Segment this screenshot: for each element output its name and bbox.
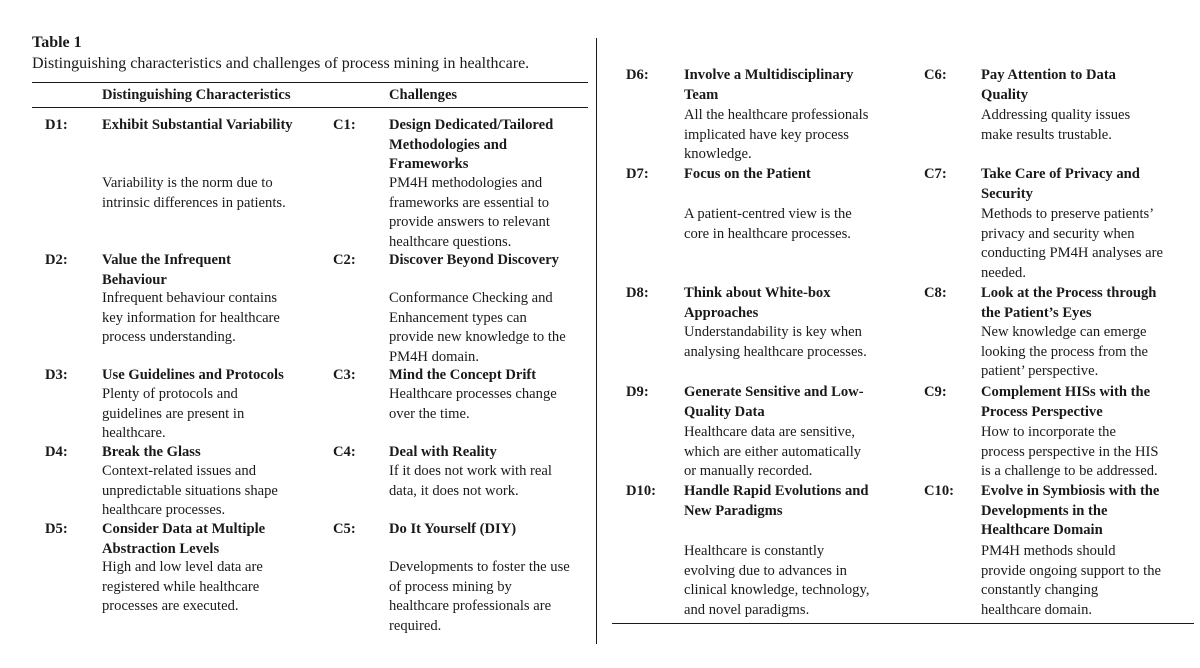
- characteristic-description: [102, 385, 244, 444]
- characteristic-title: [684, 383, 864, 422]
- characteristic-id: D10:: [626, 483, 656, 499]
- challenge-title-line: Frameworks: [389, 156, 469, 173]
- challenge-title: [389, 366, 536, 386]
- characteristic-description-line: Infrequent behaviour contains: [102, 290, 278, 306]
- characteristic-title-line: Involve a Multidisciplinary: [684, 67, 854, 83]
- challenge-title-line: Look at the Process through: [981, 285, 1157, 301]
- characteristic-id: D1:: [45, 117, 68, 133]
- challenge-title-line: Security: [981, 185, 1033, 202]
- challenge-title-line: Process Perspective: [981, 403, 1103, 420]
- characteristic-description-line: healthcare processes.: [102, 502, 226, 519]
- characteristic-description-line: clinical knowledge, technology,: [684, 582, 870, 599]
- challenge-id: C6:: [924, 67, 947, 83]
- characteristic-description-line: All the healthcare professionals: [684, 107, 869, 123]
- characteristic-description-line: unpredictable situations shape: [102, 482, 278, 499]
- challenge-title: [981, 165, 1140, 204]
- challenge-title: [389, 116, 553, 175]
- challenge-description-line: needed.: [981, 264, 1026, 281]
- challenge-title: [981, 284, 1156, 323]
- challenge-id: C4:: [333, 444, 356, 460]
- characteristic-description-line: Plenty of protocols and: [102, 386, 238, 402]
- challenge-title-line: Do It Yourself (DIY): [389, 521, 517, 537]
- challenge-description-line: constantly changing: [981, 582, 1099, 599]
- challenge-description-line: PM4H domain.: [389, 348, 479, 365]
- challenge-description-line: provide ongoing support to the: [981, 562, 1161, 579]
- challenge-title-line: Design Dedicated/Tailored: [389, 117, 554, 133]
- characteristic-title-line: Quality Data: [684, 403, 765, 420]
- characteristic-description: [102, 174, 286, 213]
- challenge-description-line: make results trustable.: [981, 126, 1112, 143]
- characteristic-id: D5:: [45, 521, 68, 537]
- characteristic-description: [684, 542, 869, 620]
- characteristic-title-line: Think about White-box: [684, 285, 831, 301]
- characteristic-description-line: key information for healthcare: [102, 309, 280, 326]
- characteristic-description-line: Understandability is key when: [684, 324, 862, 340]
- characteristic-description: [684, 323, 867, 362]
- challenge-description-line: looking the process from the: [981, 343, 1148, 360]
- characteristic-title-line: Handle Rapid Evolutions and: [684, 483, 869, 499]
- challenge-title-line: Take Care of Privacy and: [981, 166, 1140, 182]
- characteristic-description-line: Variability is the norm due to: [102, 175, 273, 191]
- challenge-id: C10:: [924, 483, 954, 499]
- characteristic-id: D3:: [45, 367, 68, 383]
- characteristic-description-line: process understanding.: [102, 329, 236, 346]
- characteristic-description-line: analysing healthcare processes.: [684, 343, 867, 360]
- challenge-description: [389, 174, 550, 252]
- characteristic-title: [684, 165, 811, 185]
- table-title: Table 1: [32, 34, 82, 51]
- characteristic-description: [684, 423, 861, 482]
- challenge-description-line: process perspective in the HIS: [981, 443, 1159, 460]
- challenge-id: C8:: [924, 285, 947, 301]
- challenge-title-line: Developments in the: [981, 502, 1108, 519]
- characteristic-description-line: Healthcare data are sensitive,: [684, 424, 855, 440]
- characteristic-id: D9:: [626, 384, 649, 400]
- characteristic-description-line: processes are executed.: [102, 598, 239, 615]
- challenge-description: [981, 323, 1148, 382]
- challenge-description-line: conducting PM4H analyses are: [981, 245, 1163, 262]
- characteristic-description: [102, 558, 263, 617]
- challenge-description-line: PM4H methods should: [981, 543, 1116, 559]
- challenge-description: [981, 423, 1159, 482]
- characteristic-title-line: Consider Data at Multiple: [102, 521, 266, 537]
- characteristic-title: [102, 443, 201, 463]
- challenge-title-line: Discover Beyond Discovery: [389, 252, 559, 268]
- characteristic-description-line: A patient-centred view is the: [684, 206, 852, 222]
- header-rule: [32, 107, 588, 108]
- challenge-description-line: PM4H methodologies and: [389, 175, 543, 191]
- challenge-title-line: Healthcare Domain: [981, 522, 1103, 539]
- challenge-id: C9:: [924, 384, 947, 400]
- challenge-description-line: Enhancement types can: [389, 309, 527, 326]
- challenge-description-line: Methods to preserve patients’: [981, 206, 1155, 222]
- header-challenges: Challenges: [389, 87, 458, 103]
- characteristic-description: [102, 462, 278, 521]
- characteristic-title-line: Exhibit Substantial Variability: [102, 117, 293, 133]
- characteristic-description-line: Context-related issues and: [102, 463, 257, 479]
- challenge-id: C5:: [333, 521, 356, 537]
- challenge-id: C2:: [333, 252, 356, 268]
- characteristic-title-line: Abstraction Levels: [102, 540, 220, 557]
- challenge-id: C3:: [333, 367, 356, 383]
- characteristic-title: [684, 66, 853, 105]
- characteristic-title-line: New Paradigms: [684, 502, 783, 519]
- table-caption: Distinguishing characteristics and challenges of process mining in healthcare.: [32, 55, 530, 72]
- challenge-description-line: over the time.: [389, 405, 470, 422]
- characteristic-description-line: which are either automatically: [684, 443, 862, 460]
- challenge-description: [981, 542, 1161, 620]
- characteristic-id: D2:: [45, 252, 68, 268]
- challenge-title-line: Quality: [981, 86, 1029, 103]
- challenge-title-line: Pay Attention to Data: [981, 67, 1116, 83]
- challenge-description-line: healthcare domain.: [981, 601, 1093, 618]
- characteristic-id: D8:: [626, 285, 649, 301]
- characteristic-description-line: knowledge.: [684, 146, 752, 163]
- header-characteristics: Distinguishing Characteristics: [102, 87, 291, 103]
- challenge-description-line: data, it does not work.: [389, 482, 519, 499]
- challenge-description-line: required.: [389, 617, 442, 634]
- challenge-description-line: How to incorporate the: [981, 424, 1116, 440]
- characteristic-description-line: registered while healthcare: [102, 578, 260, 595]
- challenge-title: [981, 482, 1159, 541]
- characteristic-title-line: Break the Glass: [102, 444, 201, 460]
- characteristic-title-line: Approaches: [684, 304, 759, 321]
- challenge-description-line: provide new knowledge to the: [389, 329, 566, 346]
- characteristic-description-line: intrinsic differences in patients.: [102, 194, 286, 211]
- characteristic-description-line: or manually recorded.: [684, 463, 813, 480]
- challenge-description: [981, 106, 1130, 145]
- challenge-description-line: healthcare professionals are: [389, 598, 552, 615]
- characteristic-title: [684, 284, 831, 323]
- characteristic-description-line: guidelines are present in: [102, 405, 245, 422]
- characteristic-id: D7:: [626, 166, 649, 182]
- characteristic-title-line: Focus on the Patient: [684, 166, 811, 182]
- characteristic-description-line: High and low level data are: [102, 559, 263, 575]
- characteristic-id: D6:: [626, 67, 649, 83]
- challenge-title-line: Mind the Concept Drift: [389, 367, 537, 383]
- challenge-description-line: is a challenge to be addressed.: [981, 463, 1158, 480]
- characteristic-title: [102, 520, 265, 559]
- challenge-id: C7:: [924, 166, 947, 182]
- challenge-description-line: Addressing quality issues: [981, 107, 1131, 123]
- challenge-title: [981, 383, 1150, 422]
- challenge-description: [981, 205, 1163, 283]
- characteristic-description: [102, 289, 280, 348]
- challenge-id: C1:: [333, 117, 356, 133]
- challenge-description: [389, 385, 557, 424]
- bottom-rule-right: [612, 623, 1194, 624]
- characteristic-description-line: Healthcare is constantly: [684, 543, 825, 559]
- challenge-description-line: privacy and security when: [981, 225, 1135, 242]
- challenge-description-line: Conformance Checking and: [389, 290, 553, 306]
- characteristic-description: [684, 106, 868, 165]
- characteristic-title-line: Team: [684, 86, 719, 103]
- characteristic-title: [102, 116, 293, 136]
- characteristic-title: [684, 482, 869, 521]
- characteristic-title: [102, 366, 284, 386]
- challenge-description: [389, 289, 566, 367]
- challenge-description-line: If it does not work with real: [389, 463, 552, 479]
- challenge-title: [981, 66, 1116, 105]
- challenge-title-line: Methodologies and: [389, 136, 507, 153]
- challenge-description-line: of process mining by: [389, 578, 512, 595]
- characteristic-title-line: Behaviour: [102, 271, 167, 288]
- challenge-description-line: provide answers to relevant: [389, 214, 550, 231]
- challenge-description-line: Healthcare processes change: [389, 386, 557, 402]
- characteristic-title-line: Value the Infrequent: [102, 252, 231, 268]
- challenge-title-line: the Patient’s Eyes: [981, 304, 1092, 321]
- challenge-description-line: Developments to foster the use: [389, 559, 570, 575]
- characteristic-description-line: core in healthcare processes.: [684, 225, 851, 242]
- challenge-title-line: Complement HISs with the: [981, 384, 1151, 400]
- challenge-title: [389, 251, 559, 271]
- challenge-title-line: Deal with Reality: [389, 444, 497, 460]
- challenge-title-line: Evolve in Symbiosis with the: [981, 483, 1160, 499]
- characteristic-description-line: and novel paradigms.: [684, 601, 810, 618]
- challenge-description-line: patient’ perspective.: [981, 363, 1099, 380]
- column-divider: [596, 38, 597, 644]
- challenge-description-line: healthcare questions.: [389, 233, 512, 250]
- characteristic-title: [102, 251, 231, 290]
- characteristic-id: D4:: [45, 444, 68, 460]
- challenge-title: [389, 520, 516, 540]
- characteristic-description-line: evolving due to advances in: [684, 562, 847, 579]
- challenge-title: [389, 443, 497, 463]
- top-rule-left: [32, 82, 588, 83]
- characteristic-title-line: Use Guidelines and Protocols: [102, 367, 284, 383]
- challenge-description: [389, 558, 570, 636]
- characteristic-description: [684, 205, 852, 244]
- challenge-description-line: New knowledge can emerge: [981, 324, 1147, 340]
- characteristic-title-line: Generate Sensitive and Low-: [684, 384, 864, 400]
- characteristic-description-line: implicated have key process: [684, 126, 849, 143]
- challenge-description-line: frameworks are essential to: [389, 194, 550, 211]
- characteristic-description-line: healthcare.: [102, 425, 166, 442]
- challenge-description: [389, 462, 552, 501]
